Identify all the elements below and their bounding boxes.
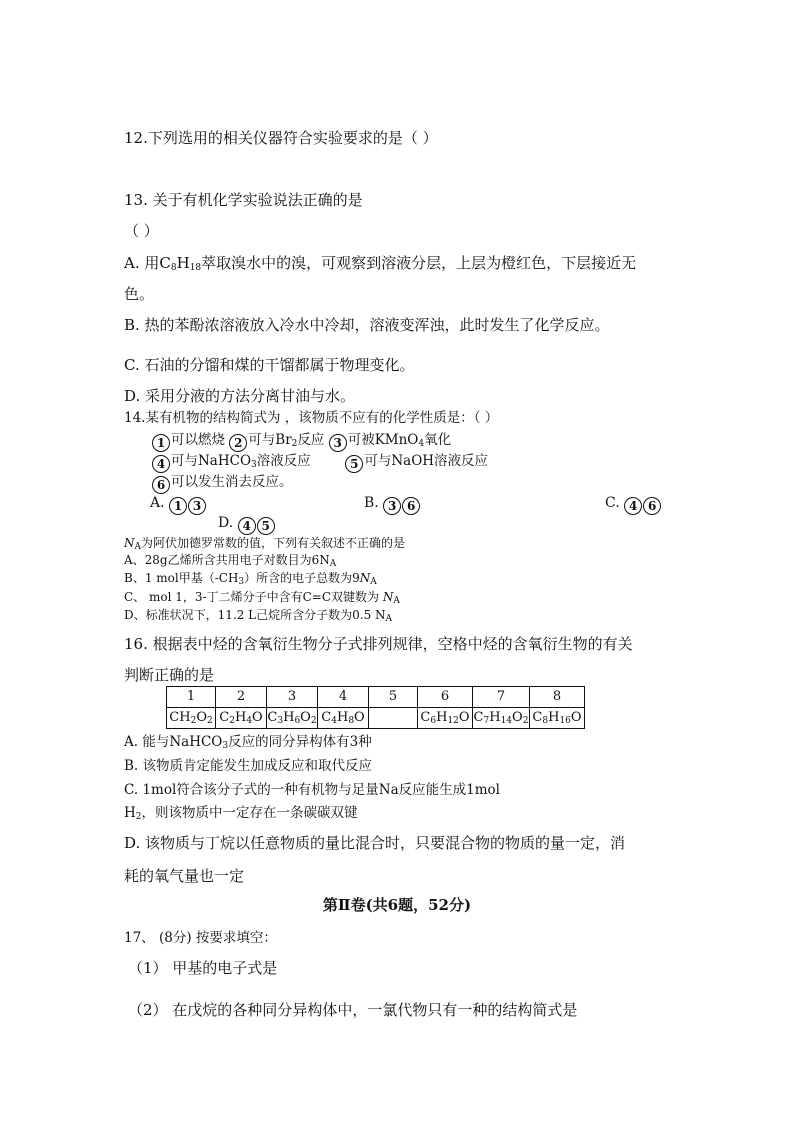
question-14-stem: 14.某有机物的结构简式为 ，该物质不应有的化学性质是：（ ） [124, 410, 499, 426]
question-15-option-a: A、28g乙烯所含共用电子对数目为$6N_A$ [124, 553, 337, 569]
question-15-option-d: D、标准状况下，11.2 L己烷所含分子数为0.5 $N_A$ [124, 608, 393, 624]
question-16-stem: 16. 根据表中烃的含氧衍生物分子式排列规律，空格中烃的含氧衍生物的有关 [124, 635, 633, 653]
question-16-option-d-cont: 耗的氧气量也一定 [124, 867, 245, 885]
circled-number: 2 [229, 434, 247, 452]
table-cell: 1 [167, 687, 216, 708]
question-14-option-b: B. 3 6 [364, 493, 421, 515]
question-12: 12.下列选用的相关仪器符合实验要求的是（ ） [124, 129, 438, 147]
table-cell: 6 [418, 687, 473, 708]
table-cell: $C_2H_4O$ [216, 708, 267, 729]
circled-number: 3 [329, 434, 347, 452]
question-15-option-b: B、1 mol甲基$(-CH_3)$所含的电子总数为$9N_A$ [124, 571, 377, 587]
question-14-option-a: A. 1 3 [150, 493, 207, 515]
question-13-option-a: A. 用$C_8H_{18}$萃取溴水中的溴，可观察到溶液分层，上层为橙红色，下层接近无 [124, 254, 637, 273]
question-16-option-d: D. 该物质与丁烷以任意物质的量比混合时，只要混合物的物质的量一定，消 [124, 834, 626, 852]
question-14-props-line1: 1 可以燃烧 2 可与$Br_2$反应 3 可被KMnO$_4$氧化 [152, 430, 451, 452]
question-13-option-c: C. 石油的分馏和煤的干馏都属于物理变化。 [124, 356, 415, 374]
question-14-option-d: D. 4 5 [218, 513, 276, 535]
table-cell: $C_8H_{16}O$ [530, 708, 585, 729]
table-cell: 2 [216, 687, 267, 708]
circled-number: 6 [152, 476, 170, 494]
question-14-option-c: C. 4 6 [605, 493, 662, 515]
question-13-stem: 13. 关于有机化学实验说法正确的是 [124, 191, 363, 209]
table-cell: 3 [267, 687, 318, 708]
question-13-option-d: D. 采用分液的方法分离甘油与水。 [124, 387, 356, 405]
question-15-option-c: C、 mol 1，3-丁二烯分子中含有C=C双键数为 $N_A$ [124, 590, 400, 606]
table-header-row [167, 687, 585, 708]
question-15-stem: $N_A$为阿伏加德罗常数的值，下列有关叙述不正确的是 [124, 536, 406, 552]
table-formula-row [167, 708, 585, 729]
table-cell: 5 [369, 687, 418, 708]
question-16-option-c: C. 1mol符合该分子式的一种有机物与足量Na反应能生成1mol [124, 782, 500, 798]
circled-number: 4 [152, 455, 170, 473]
circled-number: 1 [152, 434, 170, 452]
table-cell-blank [369, 708, 418, 729]
table-cell: $C_7H_{14}O_2$ [473, 708, 530, 729]
table-cell: 7 [473, 687, 530, 708]
question-14-props-line2: 4 可与NaHCO$_3$溶液反应 5 可与NaOH溶液反应 [152, 451, 488, 473]
question-14-props-line3: 6 可以发生消去反应。 [152, 472, 293, 494]
question-16-option-a: A. 能与NaHCO$_3$反应的同分异构体有3种 [124, 734, 372, 751]
table-cell: $C_4H_8O$ [318, 708, 369, 729]
question-13-option-b: B. 热的苯酚浓溶液放入冷水中冷却，溶液变浑浊，此时发生了化学反应。 [124, 316, 610, 334]
question-13-paren: （ ） [124, 222, 159, 240]
table-cell: $C_3H_6O_2$ [267, 708, 318, 729]
table-cell: $C_6H_{12}O$ [418, 708, 473, 729]
section-heading: 第Ⅱ卷(共6题，52分) [322, 896, 472, 914]
table-cell: 4 [318, 687, 369, 708]
question-16-stem-cont: 判断正确的是 [124, 666, 215, 684]
question-13-option-a-cont: 色。 [124, 285, 155, 303]
table-cell: 8 [530, 687, 585, 708]
question-17-part-1: （1） 甲基的电子式是 [128, 959, 278, 977]
table-cell: $CH_2O_2$ [167, 708, 216, 729]
circled-number: 5 [345, 455, 363, 473]
question-16-option-b: B. 该物质肯定能发生加成反应和取代反应 [124, 758, 373, 774]
question-17-part-2: （2） 在戊烷的各种同分异构体中，一氯代物只有一种的结构简式是 [128, 1001, 578, 1019]
formula-table [166, 686, 585, 729]
question-16-option-c-cont: $H_2$，则该物质中一定存在一条碳碳双键 [124, 805, 358, 822]
question-17-stem: 17、 (8分) 按要求填空： [124, 930, 277, 946]
